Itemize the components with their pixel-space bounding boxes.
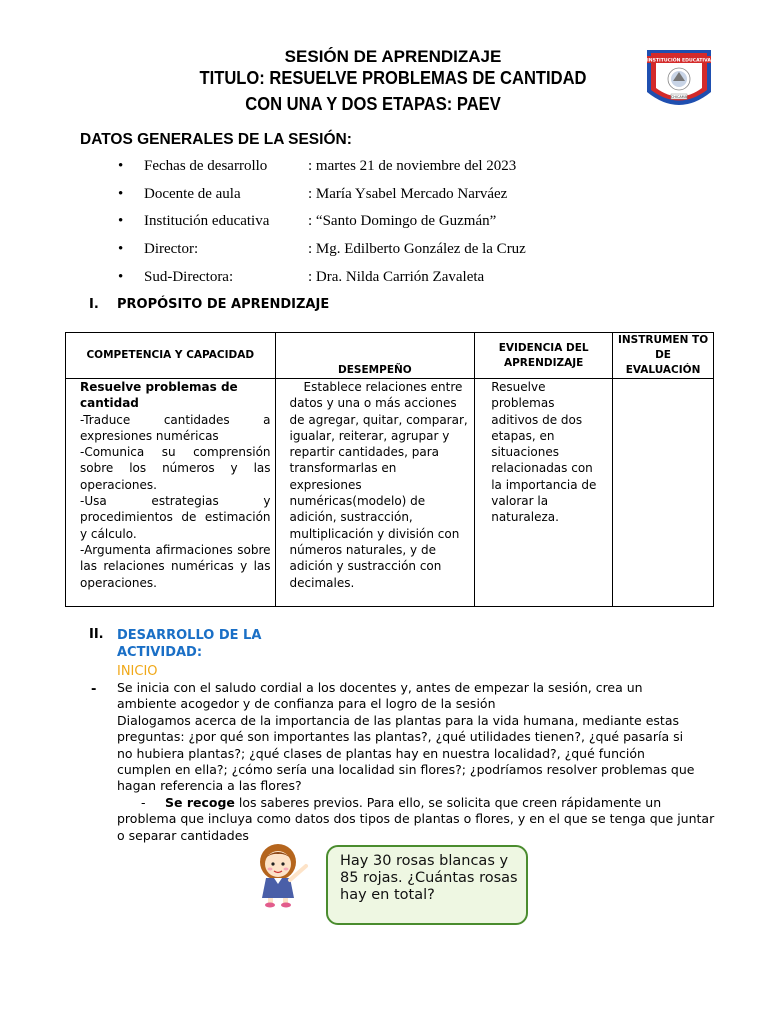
section2-number: II. [89, 627, 104, 642]
competencia-item: -Traduce cantidades a expresiones numéricas [80, 412, 271, 443]
item-label: Fechas de desarrollo [144, 158, 268, 174]
header-competencia: COMPETENCIA Y CAPACIDAD [66, 333, 276, 379]
purpose-table [65, 332, 714, 607]
school-shield-icon [645, 48, 713, 114]
lesson-title: TITULO: RESUELVE PROBLEMAS DE CANTIDAD [199, 68, 587, 88]
activity-text [117, 680, 697, 795]
item-label: Director: [144, 241, 199, 258]
girl-pointing-icon [248, 842, 328, 908]
table-header-row [66, 333, 714, 379]
table-row [66, 379, 714, 607]
speech-bubble-text: Hay 30 rosas blancas y 85 rojas. ¿Cuántas rosas hay en total? [340, 853, 518, 903]
competencia-item: -Usa estrategias y procedimientos de estimación y cálculo. [80, 494, 271, 541]
competencia-item: -Comunica su comprensión sobre los números y las operaciones. [80, 445, 271, 492]
paragraph-greeting: Se inicia con el saludo cordial a los docentes y, antes de empezar la sesión, crea un ambiente acogedor y de confianza para el logro de la sesión [117, 680, 643, 712]
header-desempeno: DESEMPEÑO [275, 333, 475, 379]
cell-competencia [66, 379, 276, 607]
item-label: Docente de aula [144, 185, 241, 202]
item-label: Sud-Directora: [144, 268, 234, 285]
logo-banner-text: INSTITUCIÓN EDUCATIVA [647, 58, 711, 64]
school-logo [645, 48, 713, 114]
cell-desempeno: Establece relaciones entre datos y una o más acciones de agregar, quitar, comparar, igualar, reiterar, agrupar y repartir cantidades, para transformarlas en expresiones numéricas(modelo) de adición, sustracción, multiplicación y división con números naturales, y de adición y sustracción con decimales. [275, 379, 475, 607]
prior-knowledge-bold: Se recoge [165, 795, 235, 810]
competencia-item: -Argumenta afirmaciones sobre las relaciones numéricas y las operaciones. [80, 542, 271, 590]
paragraph-dialogue: Dialogamos acerca de la importancia de las plantas para la vida humana, mediante estas preguntas: ¿por qué son importantes las plantas?, ¿qué utilidades tienen?, ¿qué pasaría si no hubiera plantas?; ¿qué clases de plantas hay en nuestra localidad?, ¿qué función cumplen en ella?; ¿cómo sería una localidad sin flores?; ¿podríamos resolver problemas que hagan referencia a las flores? [117, 712, 695, 794]
list-dash: - [91, 682, 97, 697]
item-value: : María Ysabel Mercado Narváez [308, 185, 508, 202]
section1-title: PROPÓSITO DE APRENDIZAJE [117, 297, 330, 312]
general-data-heading: DATOS GENERALES DE LA SESIÓN: [80, 131, 352, 148]
cell-instrumento [613, 379, 714, 607]
item-value: : Mg. Edilberto González de la Cruz [308, 241, 526, 258]
sub-dash: - [141, 795, 146, 810]
lesson-subtitle: CON UNA Y DOS ETAPAS: PAEV [245, 94, 501, 114]
bullet-icon: • [118, 268, 124, 285]
session-title: SESIÓN DE APRENDIZAJE [284, 47, 502, 66]
prior-knowledge-rest: los saberes previos. Para ello, se solicita que creen rápidamente un problema que incluya como datos dos tipos de plantas o flores, y en el que se tenga que juntar o separar cantidades [117, 795, 715, 843]
logo-footer-text: CHICAMA [671, 95, 687, 99]
item-value: : martes 21 de noviembre del 2023 [308, 158, 517, 174]
section1-number: I. [89, 297, 99, 312]
bullet-icon: • [118, 158, 124, 174]
item-label: Institución educativa [144, 213, 270, 230]
item-value: : Dra. Nilda Carrión Zavaleta [308, 268, 485, 285]
bullet-icon: • [118, 213, 124, 230]
bullet-icon: • [118, 241, 124, 258]
inicio-subtitle: INICIO [117, 664, 158, 679]
header-instrumento: INSTRUMEN TO DE EVALUACIÓN [613, 333, 714, 379]
bullet-icon: • [118, 185, 124, 202]
paragraph-prior-knowledge [117, 795, 717, 844]
competencia-title: Resuelve problemas de cantidad [80, 380, 238, 411]
section2-title: DESARROLLO DE LA ACTIVIDAD: [117, 628, 262, 660]
item-value: : “Santo Domingo de Guzmán” [308, 213, 497, 230]
girl-illustration [248, 842, 328, 908]
header-evidencia: EVIDENCIA DEL APRENDIZAJE [475, 333, 613, 379]
cell-evidencia: Resuelve problemas aditivos de dos etapas, en situaciones relacionadas con la importancia de valorar la naturaleza. [475, 379, 613, 607]
